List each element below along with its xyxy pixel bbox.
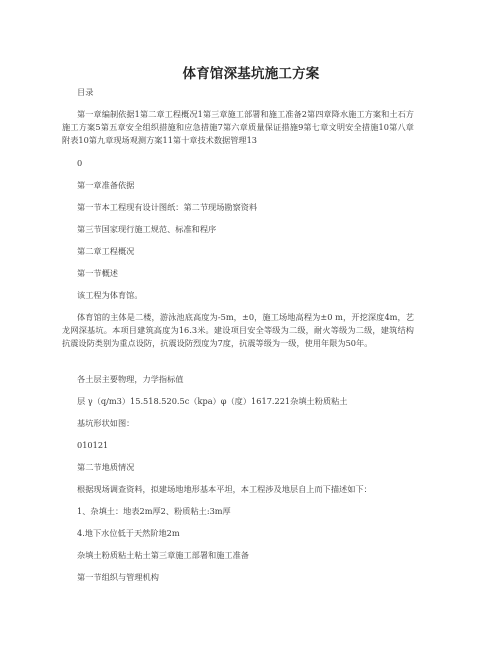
toc-body: 第一章编制依据1第二章工程概况1第三章施工部署和施工准备2第四章降水施工方案和土石方施工方案5第五章安全组织措施和应急措施7第六章质量保证措施9第七章文明安全措施10第八章附表10第九章现场观测方案11第十章技术数据管理13 — [62, 109, 414, 145]
body-paragraph: 该工程为体育馆。 — [77, 290, 143, 300]
document-title: 体育馆深基坑施工方案 — [182, 66, 320, 82]
chapter-heading: 第一章准备依据 — [77, 180, 135, 190]
body-paragraph: 体育馆的主体是二楼，游泳池底高度为-5m，±0，施工场地高程为±0 m，开挖深度4m，艺龙网深基坑。本项目建筑高度为16.3米。建设项目安全等级为二级，耐火等级为二级，建筑结构抗震设防类别为重点设防，抗震设防烈度为7度，抗震等级为一级，使用年限为50年。 — [62, 312, 414, 348]
body-paragraph: 各土层主要物理，力学指标值 — [77, 374, 184, 384]
section-line: 第一节本工程现有设计图纸：第二节现场勘察资料 — [77, 202, 258, 212]
page-number-text: 0 — [77, 158, 83, 168]
body-paragraph: 杂填土粉质粘土粘土第三章施工部署和施工准备 — [77, 550, 249, 560]
section-heading: 第一节概述 — [77, 268, 118, 278]
body-paragraph: 1、杂填土：地表2m厚2、粉质粘土:3m厚 — [77, 506, 231, 516]
body-paragraph: 层 γ（q/m3）15.518.520.5c（kpa）φ（度）1617.221杂填土粉质粘土 — [77, 396, 348, 406]
section-heading: 第一节组织与管理机构 — [77, 572, 159, 582]
toc-heading: 目录 — [77, 87, 94, 97]
body-paragraph: 基坑形状如图： — [77, 418, 135, 428]
body-paragraph: 根据现场调查资料，拟建场地地形基本平坦，本工程涉及地层自上而下描述如下： — [77, 484, 372, 494]
chapter-heading: 第二章工程概况 — [77, 246, 135, 256]
section-line: 第三节国家现行施工规范、标准和程序 — [77, 224, 217, 234]
section-heading: 第二节地质情况 — [77, 462, 135, 472]
body-paragraph: 4.地下水位低于天然阶地2m — [77, 528, 180, 538]
body-paragraph: 010121 — [77, 440, 109, 450]
